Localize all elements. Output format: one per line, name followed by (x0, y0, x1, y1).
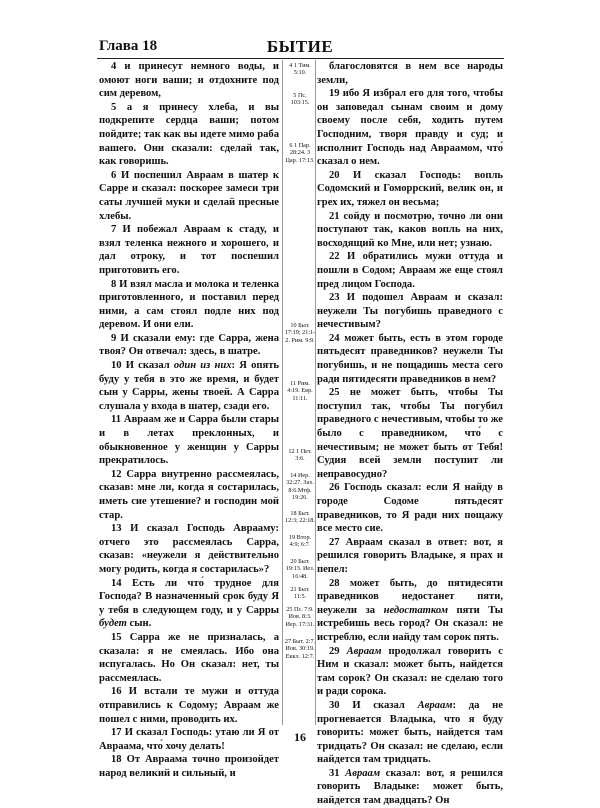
verse-paragraph: 6 И поспешил Авраам в шатер к Сарре и сказал: поскорее замеси три саты лучшей муки и сделай пресные хлебы. (99, 169, 279, 222)
verse-paragraph: 16 И встали те мужи и оттуда отправились к Содому; Авраам же пошел с ними, проводить их. (99, 686, 279, 725)
verse-paragraph: 13 И сказал Господь Аврааму: отчего это рассмеялась Сарра, сказав: «неужели я действительно могу родить, когда я состарилась»? (99, 523, 279, 575)
verse-paragraph: 11 Авраам же и Сарра были стары и в летах преклонных, и обыкновенное у женщин у Сарры прекратилось. (99, 414, 279, 467)
italic-word: Авраам (346, 645, 382, 657)
cross-reference: 10 Быт. 17:19; 21:1-2. Рим. 9:9. (284, 322, 316, 344)
right-text-column (317, 60, 503, 808)
cross-reference: 6 1 Пар. 28:24. 3 Цар. 17:13. (285, 142, 315, 164)
column-divider-right (315, 60, 316, 725)
book-title: БЫТИЕ (266, 37, 334, 56)
verse-paragraph: 24 может быть, есть в этом городе пятьдесят праведников? неужели Ты погубишь, и не пощадишь места сего ради пятидесяти праведников в нем? (317, 332, 503, 385)
verse-paragraph: 21 сойду и посмотрю, точно ли они поступают так, каков вопль на них, восходящий ко Мне, или нет; узнаю. (317, 210, 503, 249)
verse-paragraph: 7 И побежал Авраам к стаду, и взял теленка нежного и хорошего, и дал отроку, и тот поспешил приготовить его. (99, 224, 279, 276)
verse-paragraph: 30 И сказал Авраам: да не прогневается Владыка, что я буду говорить: может быть, найдется там тридцать? Он сказал: не сделаю, если найдется там тридцать. (317, 699, 503, 766)
verse-paragraph: 26 Господь сказал: если Я найду в городе Содоме пятьдесят праведников, то Я ради них пощажу все место сие. (317, 482, 503, 535)
verse-paragraph: 27 Авраам сказал в ответ: вот, я решился говорить Владыке, я прах и пепел: (317, 536, 503, 575)
verse-paragraph: 31 Авраам сказал: вот, я решился говорить Владыке: может быть, найдется там двадцать? Он (317, 767, 503, 807)
cross-reference: 11 Рим. 4:19. Евр. 11:11. (287, 380, 313, 402)
italic-word: Авраам (345, 767, 381, 779)
verse-paragraph: 25 не может быть, чтобы Ты поступил так, чтобы Ты погубил праведного с нечестивым, чтобы то же было с праведником, что́ с нечестивым; не может быть от Тебя! Судия всей земли поступит ли неправосудно? (317, 387, 503, 480)
page-number: 16 (294, 730, 306, 744)
cross-reference: 18 Быт. 12:3; 22:18. (285, 510, 315, 525)
cross-reference: 27 Быт. 2:7. Иов. 30:19. Еккл. 12:7. (284, 638, 316, 660)
column-divider-left (282, 60, 283, 725)
header-rule (97, 58, 504, 59)
verse-paragraph: 29 Авраам продолжал говорить с Ним и сказал: может быть, найдется там сорок? Он сказал: не сделаю того и ради сорока. (317, 645, 504, 698)
verse-paragraph: 18 От Авраама точно произойдет народ великий и сильный, и (99, 754, 279, 779)
cross-reference: 14 Иер. 32:27. Зах. 8:6.Мтф. 19:26. (286, 472, 314, 502)
left-text-column (99, 60, 279, 780)
cross-reference: 20 Быт. 19:13. Иез. 16:48. (285, 558, 315, 580)
verse-paragraph: 15 Сарра же не призналась, а сказала: я не смеялась. Ибо она испугалась. Но Он сказал: нет, ты рассмеялась. (99, 631, 279, 684)
cross-reference: 21 Быт. 11:5. (290, 586, 310, 601)
italic-word: Авраам (417, 699, 453, 711)
verse-paragraph: благословятся в нем все народы земли, (317, 61, 503, 86)
verse-paragraph: 9 И сказали ему: где Сарра, жена твоя? Он отвечал: здесь, в шатре. (99, 332, 279, 358)
italic-word: недостатком (383, 604, 449, 616)
verse-paragraph: 5 а я принесу хлеба, и вы подкрепите сердца ваши; потом пойдите; так как вы идете мимо раба вашего. Они сказали: сделай так, как говоришь. (99, 101, 279, 168)
italic-word: будет (99, 618, 127, 630)
verse-paragraph: 20 И сказал Господь: вопль Содомский и Гоморрский, велик он, и грех их, тяжел он весьма; (317, 169, 503, 208)
cross-reference: 19 Втор. 4:9; 6:7. (288, 534, 312, 549)
chapter-heading: Глава 18 (99, 38, 158, 54)
verse-paragraph: 28 может быть, до пятидесяти праведников недостанет пяти, неужели за недостатком пяти Ты истребишь весь город? Он сказал: не истреблю, если найду там сорок пять. (317, 577, 503, 643)
cross-reference: 4 1 Тим. 5:10. (289, 62, 311, 77)
verse-paragraph: 23 И подошел Авраам и сказал: неужели Ты погубишь праведного с нечестивым? (317, 292, 503, 331)
italic-word: один из них (173, 360, 232, 372)
cross-reference: 5 Пс. 103:15. (290, 92, 310, 107)
verse-paragraph: 4 и принесут немного воды, и омоют ноги ваши; и отдохните под сим деревом, (99, 61, 279, 100)
verse-paragraph: 14 Есть ли что́ трудное для Господа? В назначенный срок буду Я у тебя в следующем году, и у Сарры будет сын. (99, 577, 279, 630)
verse-paragraph: 17 И сказал Господь: утаю ли Я от Авраама, что́ хочу делать! (99, 727, 279, 752)
verse-paragraph: 19 ибо Я избрал его для того, чтобы он заповедал сынам своим и дому своему после себя, ходить путем Господним, творя правду и суд; и исполнит Господь над Авраамом, что́ сказал о нем. (317, 88, 503, 168)
verse-paragraph: 8 И взял масла и молока и теленка приготовленного, и поставил перед ними, а сам стоял подле них под деревом. И они ели. (99, 278, 279, 331)
cross-reference: 25 Пс. 7:9. Иов. 8:3. Иер. 17:31. (285, 606, 315, 628)
verse-paragraph: 22 И обратились мужи оттуда и пошли в Содом; Авраам же еще стоял пред лицом Господа. (317, 251, 503, 290)
cross-reference: 12 1 Пет. 3:6. (288, 448, 312, 463)
verse-paragraph: 10 И сказал один из них: Я опять буду у тебя в это же время, и будет сын у Сарры, жены твоей. А Сарра слушала у входа в шатер, сзади его. (99, 360, 280, 412)
verse-paragraph: 12 Сарра внутренно рассмеялась, сказав: мне ли, когда я состарилась, иметь сие утешение? и господин мой стар. (99, 468, 279, 521)
